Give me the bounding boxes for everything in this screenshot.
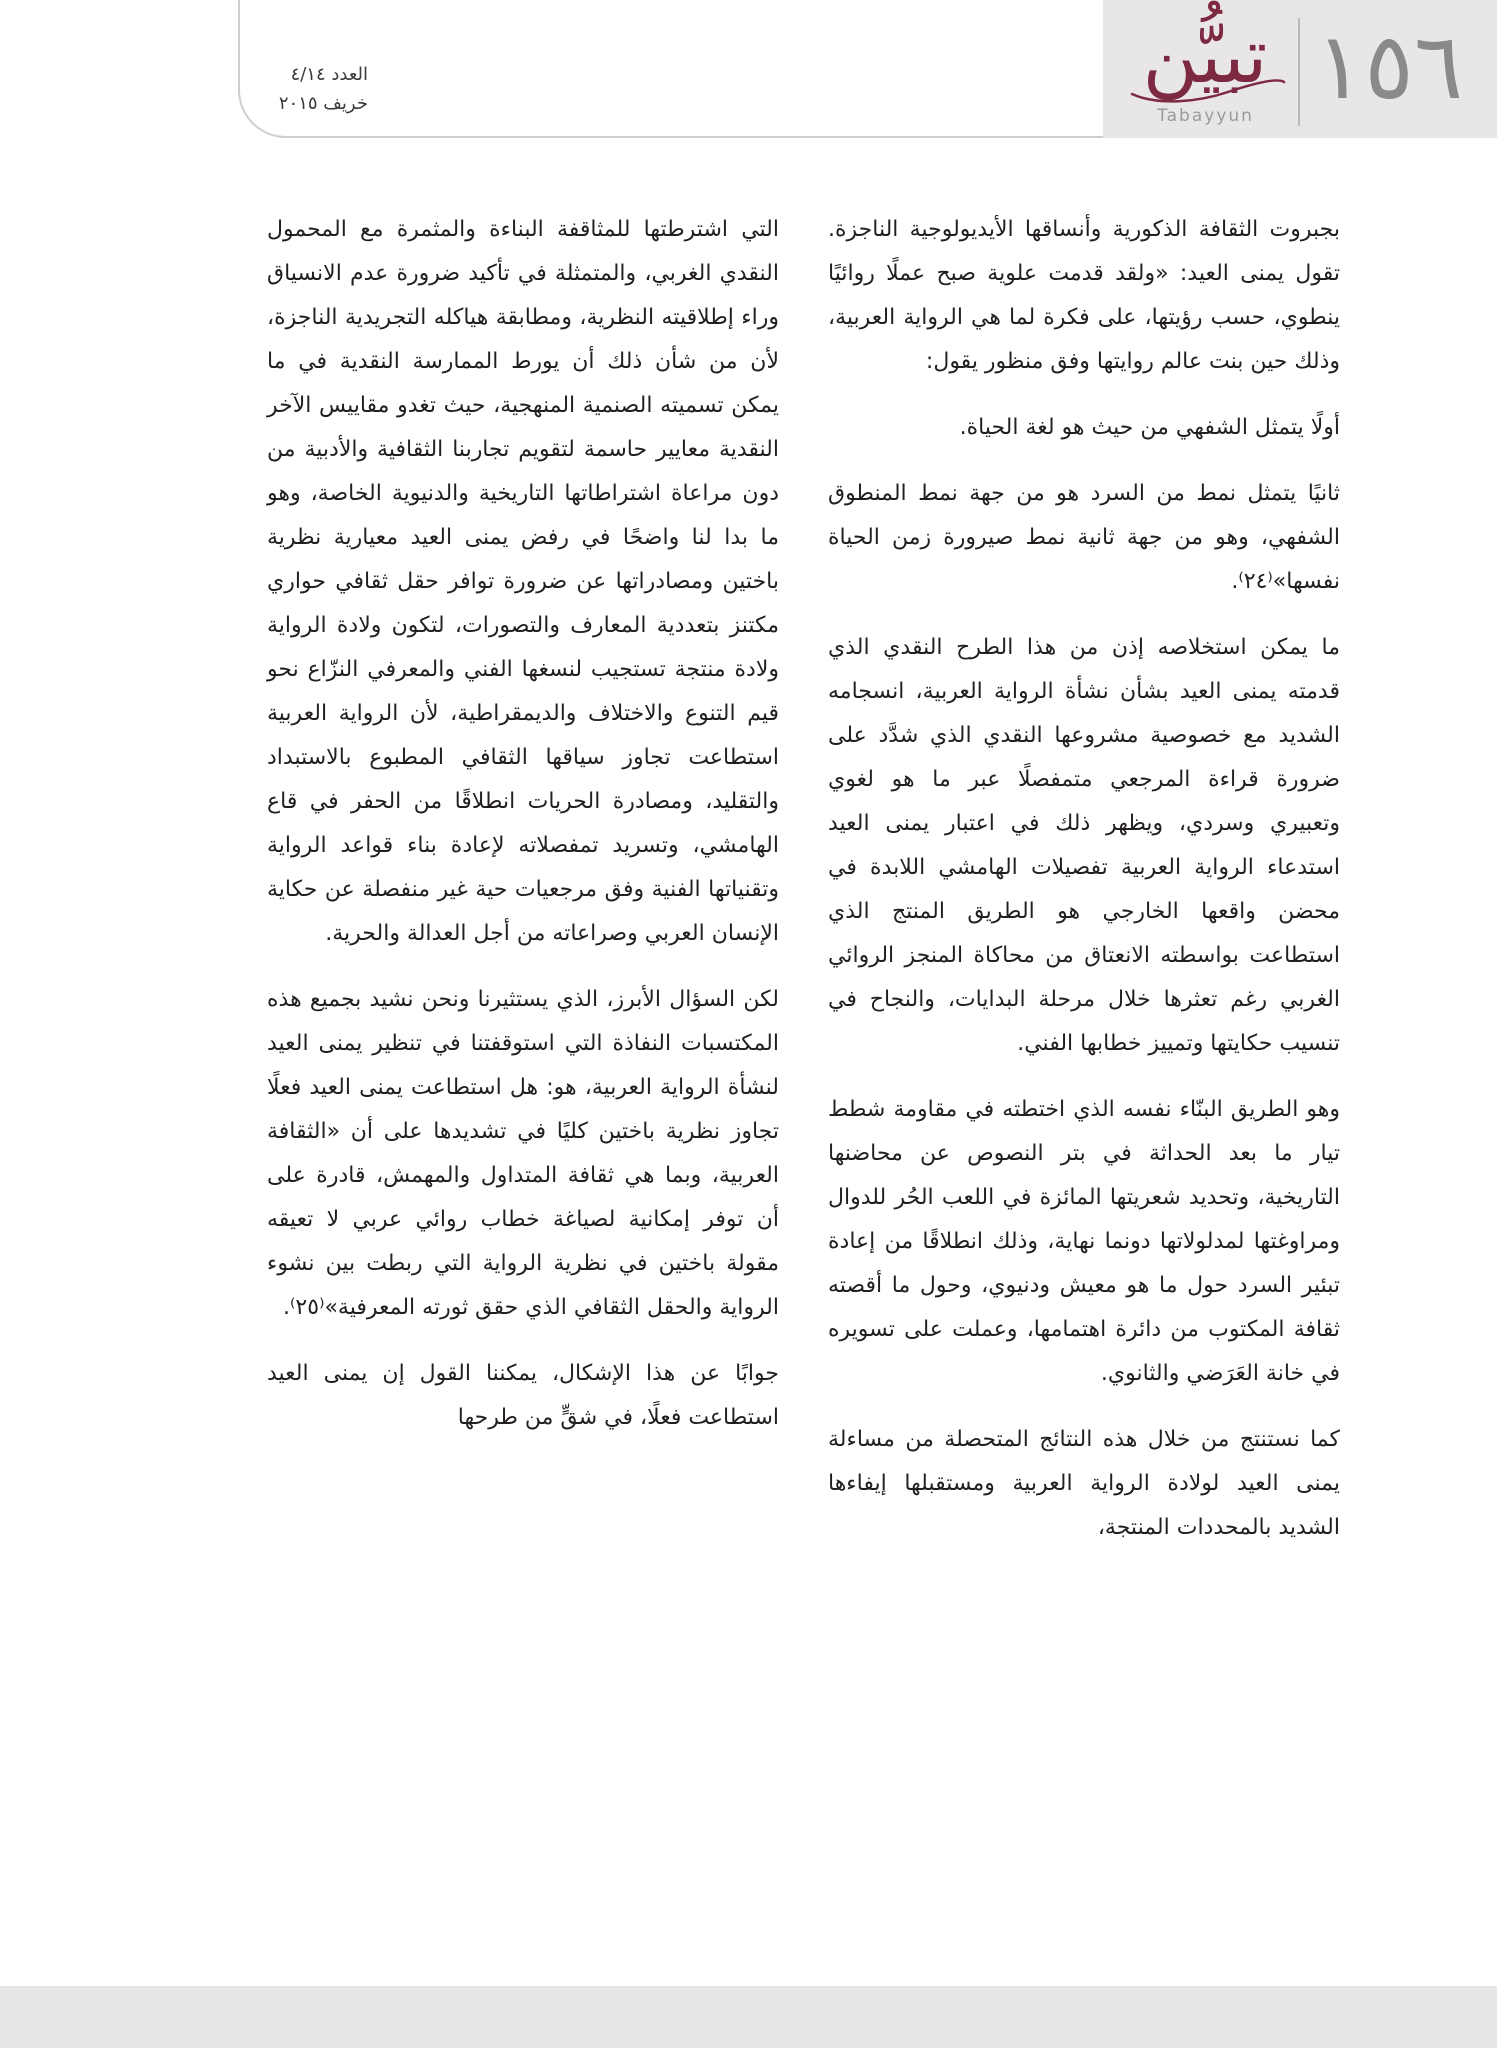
issue-number: العدد ٤/١٤ xyxy=(290,64,368,85)
journal-logo: تبيُّن xyxy=(1142,11,1268,100)
paragraph: ثانيًا يتمثل نمط من السرد هو من جهة نمط المنطوق الشفهي، وهو من جهة ثانية نمط صيرورة زمن الحياة نفسها»⁽٢٤⁾. xyxy=(828,481,1340,594)
journal-logo-latin: Tabayyun xyxy=(1157,106,1254,126)
paragraph: لكن السؤال الأبرز، الذي يستثيرنا ونحن نشيد بجميع هذه المكتسبات النفاذة التي استوقفتنا في تنظير يمنى العيد لنشأة الرواية العربية، هو: هل استطاعت يمنى العيد فعلًا تجاوز نظرية باختين كليًا في تشديدها على أن «الثقافة العربية، وبما هي ثقافة المتداول والمهمش، قادرة على أن توفر إمكانية لصياغة خطاب روائي عربي لا تعيقه مقولة باختين في نظرية الرواية التي ربطت بين نشوء الرواية والحقل الثقافي الذي حقق ثورته المعرفية»⁽٢٥⁾. xyxy=(267,987,779,1320)
paragraph: جوابًا عن هذا الإشكال، يمكننا القول إن يمنى العيد استطاعت فعلًا، في شقٍّ من طرحها xyxy=(267,1361,779,1430)
paragraph: التي اشترطتها للمثاقفة البناءة والمثمرة مع المحمول النقدي الغربي، والمتمثلة في تأكيد ضرورة عدم الانسياق وراء إطلاقيته النظرية، ومطابقة هياكله التجريدية الناجزة، لأن من شأن ذلك أن يورط الممارسة النقدية في ما يمكن تسميته الصنمية المنهجية، حيث تغدو مقاييس الآخر النقدية معايير حاسمة لتقويم تجاربنا الثقافية والأدبية من دون مراعاة اشتراطاتها التاريخية والدنيوية الخاصة، وهو ما بدا لنا واضحًا في رفض يمنى العيد معيارية نظرية باختين ومصادراتها عن ضرورة توافر حقل ثقافي حواري مكتنز بتعددية المعارف والتصورات، لتكون ولادة الرواية ولادة منتجة تستجيب لنسغها الفني والمعرفي النزّاع نحو قيم التنوع والاختلاف والديمقراطية، لأن الرواية العربية استطاعت تجاوز سياقها الثقافي المطبوع بالاستبداد والتقليد، ومصادرة الحريات انطلاقًا من الحفر في قاع الهامشي، وتسريد تمفصلاته لإعادة بناء قواعد الرواية وتقنياتها الفنية وفق مرجعيات حية غير منفصلة عن حكاية الإنسان العربي وصراعاته من أجل العدالة والحرية. xyxy=(267,217,779,946)
paragraph: كما نستنتج من خلال هذه النتائج المتحصلة من مساءلة يمنى العيد لولادة الرواية العربية ومستقبلها إيفاءها الشديد بالمحددات المنتجة، xyxy=(828,1427,1340,1540)
paragraph: ما يمكن استخلاصه إذن من هذا الطرح النقدي الذي قدمته يمنى العيد بشأن نشأة الرواية العربية، انسجامه الشديد مع خصوصية مشروعها النقدي الذي شدَّد على ضرورة قراءة المرجعي متمفصلًا عبر ما هو لغوي وتعبيري وسردي، ويظهر ذلك في اعتبار يمنى العيد استدعاء الرواية العربية تفصيلات الهامشي اللابدة في محضن واقعها الخارجي هو الطريق المنتج الذي استطاعت بواسطته الانعتاق من محاكاة المنجز الروائي الغربي رغم تعثرها خلال مرحلة البدايات، والنجاح في تنسيب حكايتها وتمييز خطابها الفني. xyxy=(828,635,1340,1056)
header-divider xyxy=(1298,18,1300,126)
paragraph: أولًا يتمثل الشفهي من حيث هو لغة الحياة. xyxy=(959,415,1340,440)
right-column xyxy=(828,208,1340,1572)
logo-swash-icon xyxy=(1128,72,1288,106)
paragraph: بجبروت الثقافة الذكورية وأنساقها الأيديولوجية الناجزة. تقول يمنى العيد: «ولقد قدمت علوية صبح عملًا روائيًا ينطوي، حسب رؤيتها، على فكرة لما هي الرواية العربية، وذلك حين بنت عالم روايتها وفق منظور يقول: xyxy=(828,217,1340,374)
left-column xyxy=(267,208,779,1462)
page-number: ١٥٦ xyxy=(1315,13,1464,120)
issue-season: خريف ٢٠١٥ xyxy=(278,93,368,114)
paragraph: وهو الطريق البنّاء نفسه الذي اختطته في مقاومة شطط تيار ما بعد الحداثة في بتر النصوص عن محاضنها التاريخية، وتحديد شعريتها المائزة في اللعب الحُر للدوال ومراوغتها لمدلولاتها دونما نهاية، وذلك انطلاقًا من إعادة تبئير السرد حول ما هو معيش ودنيوي، وحول ما أقصته ثقافة المكتوب من دائرة اهتمامها، وعملت على تسويره في خانة العَرَضي والثانوي. xyxy=(828,1097,1340,1386)
footer-band xyxy=(0,1986,1497,2048)
